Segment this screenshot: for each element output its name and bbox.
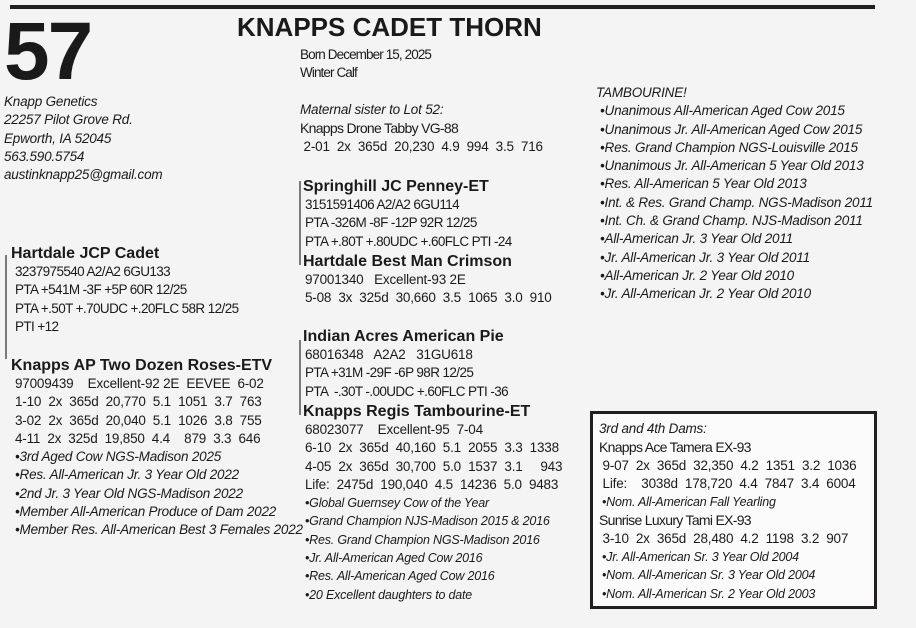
sire-block	[11, 244, 239, 336]
maternal-sister-name: Knapps Drone Tabby VG-88	[300, 120, 459, 137]
sire-sire-line: 3151591406 A2/A2 6GU114	[305, 197, 460, 212]
dam-name: Knapps AP Two Dozen Roses-ETV	[11, 357, 273, 374]
dam-dam-line: 6-10 2x 365d 40,160 5.1 2055 3.3 1338	[305, 440, 559, 456]
fourth-dam-honor: •Jr. All-American Sr. 3 Year Old 2004	[602, 550, 799, 565]
dam-block	[11, 356, 303, 540]
third-dam-line: 9-07 2x 365d 32,350 4.2 1351 3.2 1036	[599, 457, 857, 473]
tambourine-honor: •Int. Ch. & Grand Champ. NJS-Madison 2011	[600, 213, 863, 229]
dam-dam-line: 4-05 2x 365d 30,700 5.0 1537 3.1 943	[305, 458, 563, 474]
tambourine-block	[596, 84, 873, 304]
dam-dam-block	[303, 402, 562, 604]
dam-line: 97009439 Excellent-92 2E EEVEE 6-02	[15, 376, 264, 391]
tambourine-honor: •Res. Grand Champion NGS-Louisville 2015	[600, 139, 858, 155]
fourth-dam-line: 3-10 2x 365d 28,480 4.2 1198 3.2 907	[599, 530, 849, 546]
dam-line: 3-02 2x 365d 20,040 5.1 1026 3.8 755	[15, 412, 262, 428]
dam-sire-name: Indian Acres American Pie	[303, 328, 504, 345]
third-dam-name: Knapps Ace Tamera EX-93	[599, 439, 751, 456]
dam-honor: •Res. All-American Jr. 3 Year Old 2022	[15, 467, 239, 483]
consignor-block	[4, 93, 162, 184]
pedigree-bracket	[5, 255, 7, 359]
tambourine-honor: •All-American Jr. 2 Year Old 2010	[600, 267, 794, 283]
pedigree-bracket	[299, 181, 301, 265]
tambourine-honor: •Unanimous Jr. All-American 5 Year Old 2013	[600, 158, 864, 174]
dam-dam-name: Knapps Regis Tambourine-ET	[303, 403, 531, 420]
sire-line: PTA +541M -3F +5P 60R 12/25	[15, 282, 187, 298]
third-dam-line: Life: 3038d 178,720 4.4 7847 3.4 6004	[599, 475, 856, 491]
tambourine-honor: •Jr. All-American Jr. 2 Year Old 2010	[600, 286, 811, 302]
sire-line: PTA +.50T +.70UDC +.20FLC 58R 12/25	[15, 300, 239, 316]
consignor-name: Knapp Genetics	[4, 94, 98, 109]
tambourine-honor: •Res. All-American 5 Year Old 2013	[600, 176, 807, 192]
dam-dam-honor: •Global Guernsey Cow of the Year	[305, 496, 489, 511]
dam-dam-honor: •Jr. All-American Aged Cow 2016	[305, 551, 483, 566]
sire-dam-line: 5-08 3x 325d 30,660 3.5 1065 3.0 910	[305, 290, 552, 306]
dam-dam-honor: •Grand Champion NJS-Madison 2015 & 2016	[305, 514, 550, 529]
third-dam-honor: •Nom. All-American Fall Yearling	[602, 495, 776, 510]
consignor-address: 22257 Pilot Grove Rd.	[4, 112, 133, 128]
pedigree-bracket	[299, 340, 301, 415]
sire-line: 3237975540 A2/A2 6GU133	[15, 264, 171, 279]
maternal-sister-block	[300, 101, 543, 156]
sire-name: Hartdale JCP Cadet	[11, 245, 160, 262]
dam-line: 4-11 2x 325d 19,850 4.4 879 3.3 646	[15, 430, 261, 446]
sire-sire-block	[303, 177, 512, 251]
born-date: Born December 15, 2025	[300, 47, 432, 62]
sire-line: PTI +12	[15, 318, 59, 334]
sire-dam-block	[303, 252, 552, 308]
consignor-email[interactable]: austinknapp25@gmail.com	[4, 167, 163, 183]
dam-honor: •2nd Jr. 3 Year Old NGS-Madison 2022	[15, 485, 243, 501]
tambourine-honor: •Unanimous Jr. All-American Aged Cow 2015	[600, 121, 863, 137]
sire-dam-line: 97001340 Excellent-93 2E	[305, 272, 466, 287]
tambourine-honor: •Jr. All-American Jr. 3 Year Old 2011	[600, 249, 810, 265]
dam-dam-honor: •20 Excellent daughters to date	[305, 587, 473, 602]
sire-sire-name: Springhill JC Penney-ET	[303, 178, 489, 195]
tambourine-honor: •All-American Jr. 3 Year Old 2011	[600, 231, 793, 247]
animal-name: KNAPPS CADET THORN	[237, 12, 542, 42]
top-rule	[10, 5, 875, 9]
dam-honor: •3rd Aged Cow NGS-Madison 2025	[15, 449, 222, 465]
dam-line: 1-10 2x 365d 20,770 5.1 1051 3.7 763	[15, 394, 262, 410]
tambourine-honor: •Unanimous All-American Aged Cow 2015	[600, 103, 845, 119]
third-fourth-dams-box	[590, 411, 877, 609]
dam-dam-line: Life: 2475d 190,040 4.5 14236 5.0 9483	[305, 476, 559, 492]
consignor-phone: 563.590.5754	[4, 148, 85, 164]
sire-dam-name: Hartdale Best Man Crimson	[303, 253, 512, 270]
dam-dam-honor: •Res. All-American Aged Cow 2016	[305, 569, 495, 584]
dams-box-heading: 3rd and 4th Dams:	[599, 421, 707, 436]
tambourine-heading: TAMBOURINE!	[596, 85, 687, 100]
dam-honor: •Member Res. All-American Best 3 Females 2022	[15, 522, 303, 538]
maternal-sister-label: Maternal sister to Lot 52:	[300, 102, 444, 117]
dam-honor: •Member All-American Produce of Dam 2022	[15, 504, 277, 520]
calf-class: Winter Calf	[300, 65, 357, 81]
lot-number: 57	[4, 6, 92, 97]
consignor-city: Epworth, IA 52045	[4, 130, 112, 146]
fourth-dam-name: Sunrise Luxury Tami EX-93	[599, 512, 751, 529]
dam-sire-line: PTA -.30T -.00UDC +.60FLC PTI -36	[305, 383, 509, 399]
fourth-dam-honor: •Nom. All-American Sr. 3 Year Old 2004	[602, 568, 816, 583]
tambourine-honor: •Int. & Res. Grand Champ. NGS-Madison 2011	[600, 194, 873, 210]
fourth-dam-honor: •Nom. All-American Sr. 2 Year Old 2003	[602, 586, 816, 601]
dam-dam-honor: •Res. Grand Champion NGS-Madison 2016	[305, 532, 540, 547]
sire-sire-line: PTA +.80T +.80UDC +.60FLC PTI -24	[305, 233, 512, 249]
dam-sire-line: PTA +31M -29F -6P 98R 12/25	[305, 365, 474, 381]
dam-dam-line: 68023077 Excellent-95 7-04	[305, 422, 483, 437]
dam-sire-block	[303, 327, 508, 401]
birth-info	[300, 46, 431, 83]
sire-sire-line: PTA -326M -8F -12P 92R 12/25	[305, 215, 477, 231]
maternal-sister-record: 2-01 2x 365d 20,230 4.9 994 3.5 716	[300, 138, 543, 154]
dam-sire-line: 68016348 A2A2 31GU618	[305, 347, 473, 362]
